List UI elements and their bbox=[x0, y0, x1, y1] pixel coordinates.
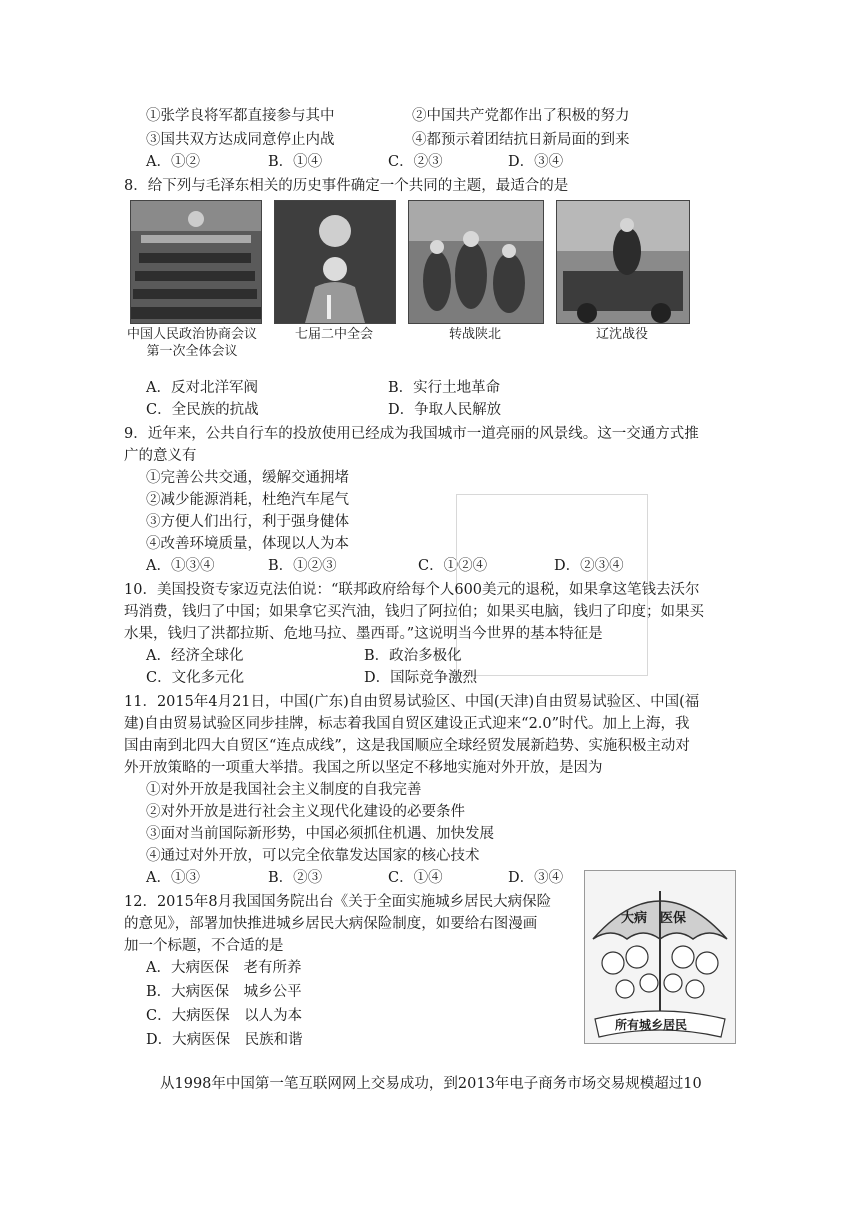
q7-item-4: ④都预示着团结抗日新局面的到来 bbox=[412, 132, 630, 148]
q11-option-a: A．①③ bbox=[146, 870, 200, 886]
q12-option-c: C．大病医保 以人为本 bbox=[146, 1008, 303, 1024]
q12-option-b: B．大病医保 城乡公平 bbox=[146, 984, 302, 1000]
q9-item-1: ①完善公共交通，缓解交通拥堵 bbox=[146, 470, 349, 486]
caption-cppcc: 中国人民政治协商会议第一次全体会议 bbox=[126, 327, 257, 359]
q9-option-d: D．②③④ bbox=[554, 558, 624, 574]
q7-item-2: ②中国共产党都作出了积极的努力 bbox=[412, 108, 630, 124]
q11-item-1: ①对外开放是我国社会主义制度的自我完善 bbox=[146, 782, 422, 798]
cartoon-umbrella-label: 大病 医保 bbox=[621, 911, 687, 926]
q8-option-b: B．实行土地革命 bbox=[388, 380, 501, 396]
q9-stem-line1: 9．近年来，公共自行车的投放使用已经成为我国城市一道亮丽的风景线。这一交通方式推 bbox=[124, 426, 699, 442]
q7-option-b: B．①④ bbox=[268, 154, 323, 170]
q10-line2: 玛消费，钱归了中国；如果拿它买汽油，钱归了阿拉伯；如果买电脑，钱归了印度；如果买 bbox=[124, 604, 704, 620]
photo-liaoshen-campaign bbox=[556, 200, 690, 324]
q11-item-4: ④通过对外开放，可以完全依靠发达国家的核心技术 bbox=[146, 848, 480, 864]
q9-item-4: ④改善环境质量，体现以人为本 bbox=[146, 536, 349, 552]
caption-liaoshen: 辽沈战役 bbox=[595, 327, 648, 342]
q11-line4: 外开放策略的一项重大举措。我国之所以坚定不移地实施对外开放，是因为 bbox=[124, 760, 603, 776]
q10-line1: 10．美国投资专家迈克法伯说：“联邦政府给每个人600美元的退税，如果拿这笔钱去沃尔 bbox=[124, 582, 700, 598]
q11-item-2: ②对外开放是进行社会主义现代化建设的必要条件 bbox=[146, 804, 465, 820]
q12-line3: 加一个标题，不合适的是 bbox=[124, 938, 284, 954]
q10-line3: 水果，钱归了洪都拉斯、危地马拉、墨西哥。”这说明当今世界的基本特征是 bbox=[124, 626, 603, 642]
q10-option-c: C．文化多元化 bbox=[146, 670, 245, 686]
photo-cppcc-session bbox=[130, 200, 262, 324]
q8-option-a: A．反对北洋军阀 bbox=[146, 380, 258, 396]
q12-line1: 12．2015年8月我国国务院出台《关于全面实施城乡居民大病保险 bbox=[124, 894, 552, 910]
photo-second-plenum bbox=[274, 200, 396, 324]
q7-item-1: ①张学良将军都直接参与其中 bbox=[146, 108, 335, 124]
q9-item-3: ③方便人们出行，利于强身健体 bbox=[146, 514, 349, 530]
q9-item-2: ②减少能源消耗，杜绝汽车尾气 bbox=[146, 492, 349, 508]
q12-option-d: D．大病医保 民族和谐 bbox=[146, 1032, 303, 1048]
q12-line2: 的意见》，部署加快推进城乡居民大病保险制度，如要给右图漫画 bbox=[124, 916, 538, 932]
q9-option-c: C．①②④ bbox=[418, 558, 488, 574]
q8-option-c: C．全民族的抗战 bbox=[146, 402, 259, 418]
q7-option-d: D．③④ bbox=[508, 154, 564, 170]
cartoon-umbrella-insurance bbox=[584, 870, 736, 1044]
caption-northern-shaanxi: 转战陕北 bbox=[448, 327, 501, 342]
q10-option-d: D．国际竞争激烈 bbox=[364, 670, 478, 686]
q7-option-a: A．①② bbox=[146, 154, 200, 170]
q11-line2: 建)自由贸易试验区同步挂牌，标志着我国自贸区建设正式迎来“2.0”时代。加上上海，我 bbox=[124, 716, 690, 732]
q11-option-c: C．①④ bbox=[388, 870, 443, 886]
q8-stem: 8．给下列与毛泽东相关的历史事件确定一个共同的主题，最适合的是 bbox=[124, 178, 569, 194]
passage-intro-line: 从1998年中国第一笔互联网网上交易成功，到2013年电子商务市场交易规模超过10 bbox=[160, 1076, 702, 1092]
q11-option-b: B．②③ bbox=[268, 870, 323, 886]
q7-option-c: C．②③ bbox=[388, 154, 443, 170]
q12-option-a: A．大病医保 老有所养 bbox=[146, 960, 302, 976]
q11-line3: 国由南到北四大自贸区“连点成线”，这是我国顺应全球经贸发展新趋势、实施积极主动对 bbox=[124, 738, 690, 754]
q9-stem-line2: 广的意义有 bbox=[124, 448, 197, 464]
q8-option-d: D．争取人民解放 bbox=[388, 402, 502, 418]
q11-line1: 11．2015年4月21日，中国(广东)自由贸易试验区、中国(天津)自由贸易试验区、中国(福 bbox=[124, 694, 700, 710]
q9-option-a: A．①③④ bbox=[146, 558, 215, 574]
q10-option-a: A．经济全球化 bbox=[146, 648, 244, 664]
caption-second-plenum: 七届二中全会 bbox=[294, 327, 373, 342]
photo-northern-shaanxi bbox=[408, 200, 544, 324]
q11-option-d: D．③④ bbox=[508, 870, 564, 886]
q9-option-b: B．①②③ bbox=[268, 558, 337, 574]
cartoon-banner-label: 所有城乡居民 bbox=[615, 1018, 688, 1032]
q10-option-b: B．政治多极化 bbox=[364, 648, 462, 664]
q11-item-3: ③面对当前国际新形势，中国必须抓住机遇、加快发展 bbox=[146, 826, 494, 842]
q7-item-3: ③国共双方达成同意停止内战 bbox=[146, 132, 335, 148]
